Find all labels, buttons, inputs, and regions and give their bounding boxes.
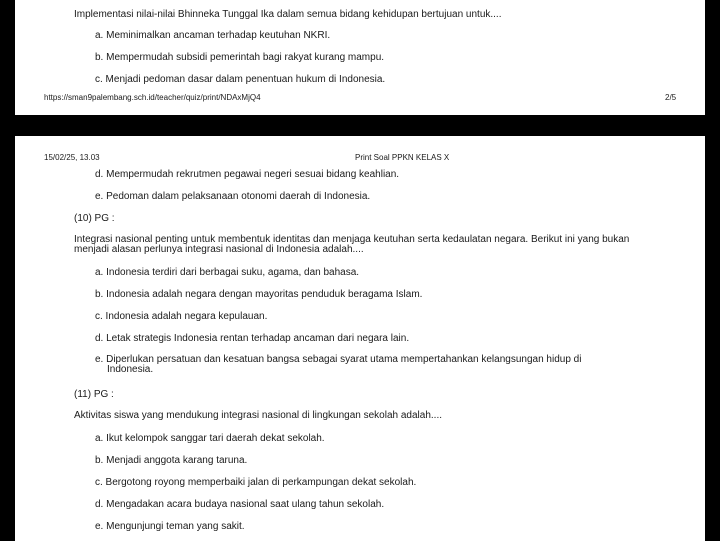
footer-url: https://sman9palembang.sch.id/teacher/quiz/print/NDAxMjQ4 bbox=[44, 93, 261, 102]
option-c: c. Menjadi pedoman dasar dalam penentuan hukum di Indonesia. bbox=[95, 74, 386, 85]
q11-option-a: a. Ikut kelompok sanggar tari daerah dekat sekolah. bbox=[95, 433, 325, 444]
q10-option-b: b. Indonesia adalah negara dengan mayoritas penduduk beragama Islam. bbox=[95, 289, 423, 300]
question-10-label: (10) PG : bbox=[74, 213, 115, 224]
q10-option-e: e. Diperlukan persatuan dan kesatuan bangsa sebagai syarat utama mempertahankan kelangsungan hidup di Indonesia. bbox=[95, 354, 582, 375]
q10-option-a: a. Indonesia terdiri dari berbagai suku, agama, dan bahasa. bbox=[95, 267, 360, 278]
header-date: 15/02/25, 13.03 bbox=[44, 153, 100, 162]
q11-option-e: e. Mengunjungi teman yang sakit. bbox=[95, 521, 245, 532]
footer-page-number: 2/5 bbox=[665, 93, 677, 102]
question-10-text: Integrasi nasional penting untuk membentuk identitas dan menjaga keutuhan serta kedaulatan negara. Berikut ini yang bukan menjadi alasan perlunya integrasi nasional di Indonesia adalah.... bbox=[74, 234, 630, 255]
q11-option-c: c. Bergotong royong memperbaiki jalan di perkampungan dekat sekolah. bbox=[95, 477, 417, 488]
q10-option-d: d. Letak strategis Indonesia rentan terhadap ancaman dari negara lain. bbox=[95, 333, 410, 344]
question-11-label: (11) PG : bbox=[74, 389, 114, 400]
question-11-text: Aktivitas siswa yang mendukung integrasi nasional di lingkungan sekolah adalah.... bbox=[74, 410, 443, 421]
q11-option-b: b. Menjadi anggota karang taruna. bbox=[95, 455, 248, 466]
q11-option-d: d. Mengadakan acara budaya nasional saat ulang tahun sekolah. bbox=[95, 499, 385, 510]
question-text: Implementasi nilai-nilai Bhinneka Tunggal Ika dalam semua bidang kehidupan bertujuan untuk.... bbox=[74, 9, 502, 20]
print-page-top bbox=[15, 0, 705, 115]
print-page-bottom bbox=[15, 136, 705, 541]
option-a: a. Meminimalkan ancaman terhadap keutuhan NKRI. bbox=[95, 30, 331, 41]
option-b: b. Mempermudah subsidi pemerintah bagi rakyat kurang mampu. bbox=[95, 52, 385, 63]
header-title: Print Soal PPKN KELAS X bbox=[355, 153, 450, 162]
option-e: e. Pedoman dalam pelaksanaan otonomi daerah di Indonesia. bbox=[95, 191, 371, 202]
option-d: d. Mempermudah rekrutmen pegawai negeri sesuai bidang keahlian. bbox=[95, 169, 400, 180]
q10-option-c: c. Indonesia adalah negara kepulauan. bbox=[95, 311, 268, 322]
